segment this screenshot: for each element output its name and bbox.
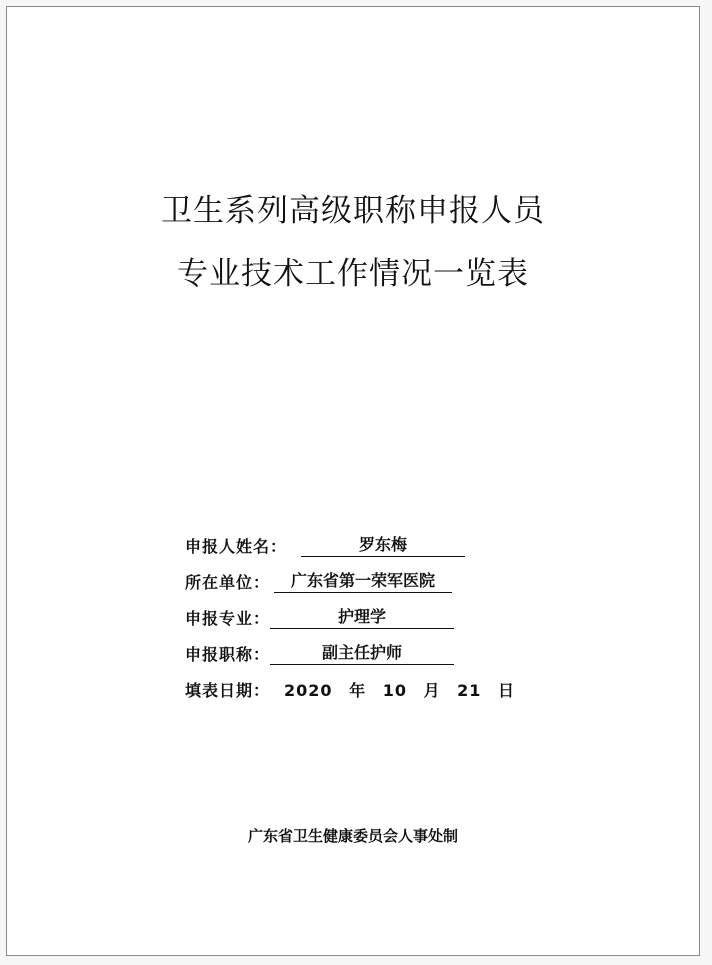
field-row-name bbox=[185, 521, 515, 557]
field-row-unit bbox=[185, 557, 515, 593]
date-label: 填表日期： bbox=[185, 681, 271, 700]
unit-label: 所在单位： bbox=[185, 573, 271, 592]
date-year-unit: 年 bbox=[349, 681, 367, 700]
document-title-line-1: 卫生系列高级职称申报人员 bbox=[161, 193, 545, 229]
date-value bbox=[284, 678, 525, 701]
major-label: 申报专业： bbox=[185, 609, 271, 628]
major-value: 护理学 bbox=[270, 606, 454, 629]
applicant-info-fields bbox=[185, 521, 515, 701]
date-month-unit: 月 bbox=[423, 681, 441, 700]
position-value: 副主任护师 bbox=[270, 642, 454, 665]
date-day: 21 bbox=[457, 681, 482, 700]
date-day-unit: 日 bbox=[498, 681, 516, 700]
date-year: 2020 bbox=[284, 681, 333, 700]
name-label: 申报人姓名： bbox=[185, 537, 288, 556]
field-row-position bbox=[185, 629, 515, 665]
field-row-date bbox=[185, 665, 515, 701]
document-page bbox=[6, 6, 700, 956]
document-title-line-2: 专业技术工作情况一览表 bbox=[177, 256, 529, 292]
name-value: 罗东梅 bbox=[301, 534, 465, 557]
unit-value: 广东省第一荣军医院 bbox=[274, 570, 452, 593]
date-month: 10 bbox=[382, 681, 407, 700]
position-label: 申报职称： bbox=[185, 645, 271, 664]
field-row-major bbox=[185, 593, 515, 629]
issuer-footer: 广东省卫生健康委员会人事处制 bbox=[247, 827, 458, 845]
